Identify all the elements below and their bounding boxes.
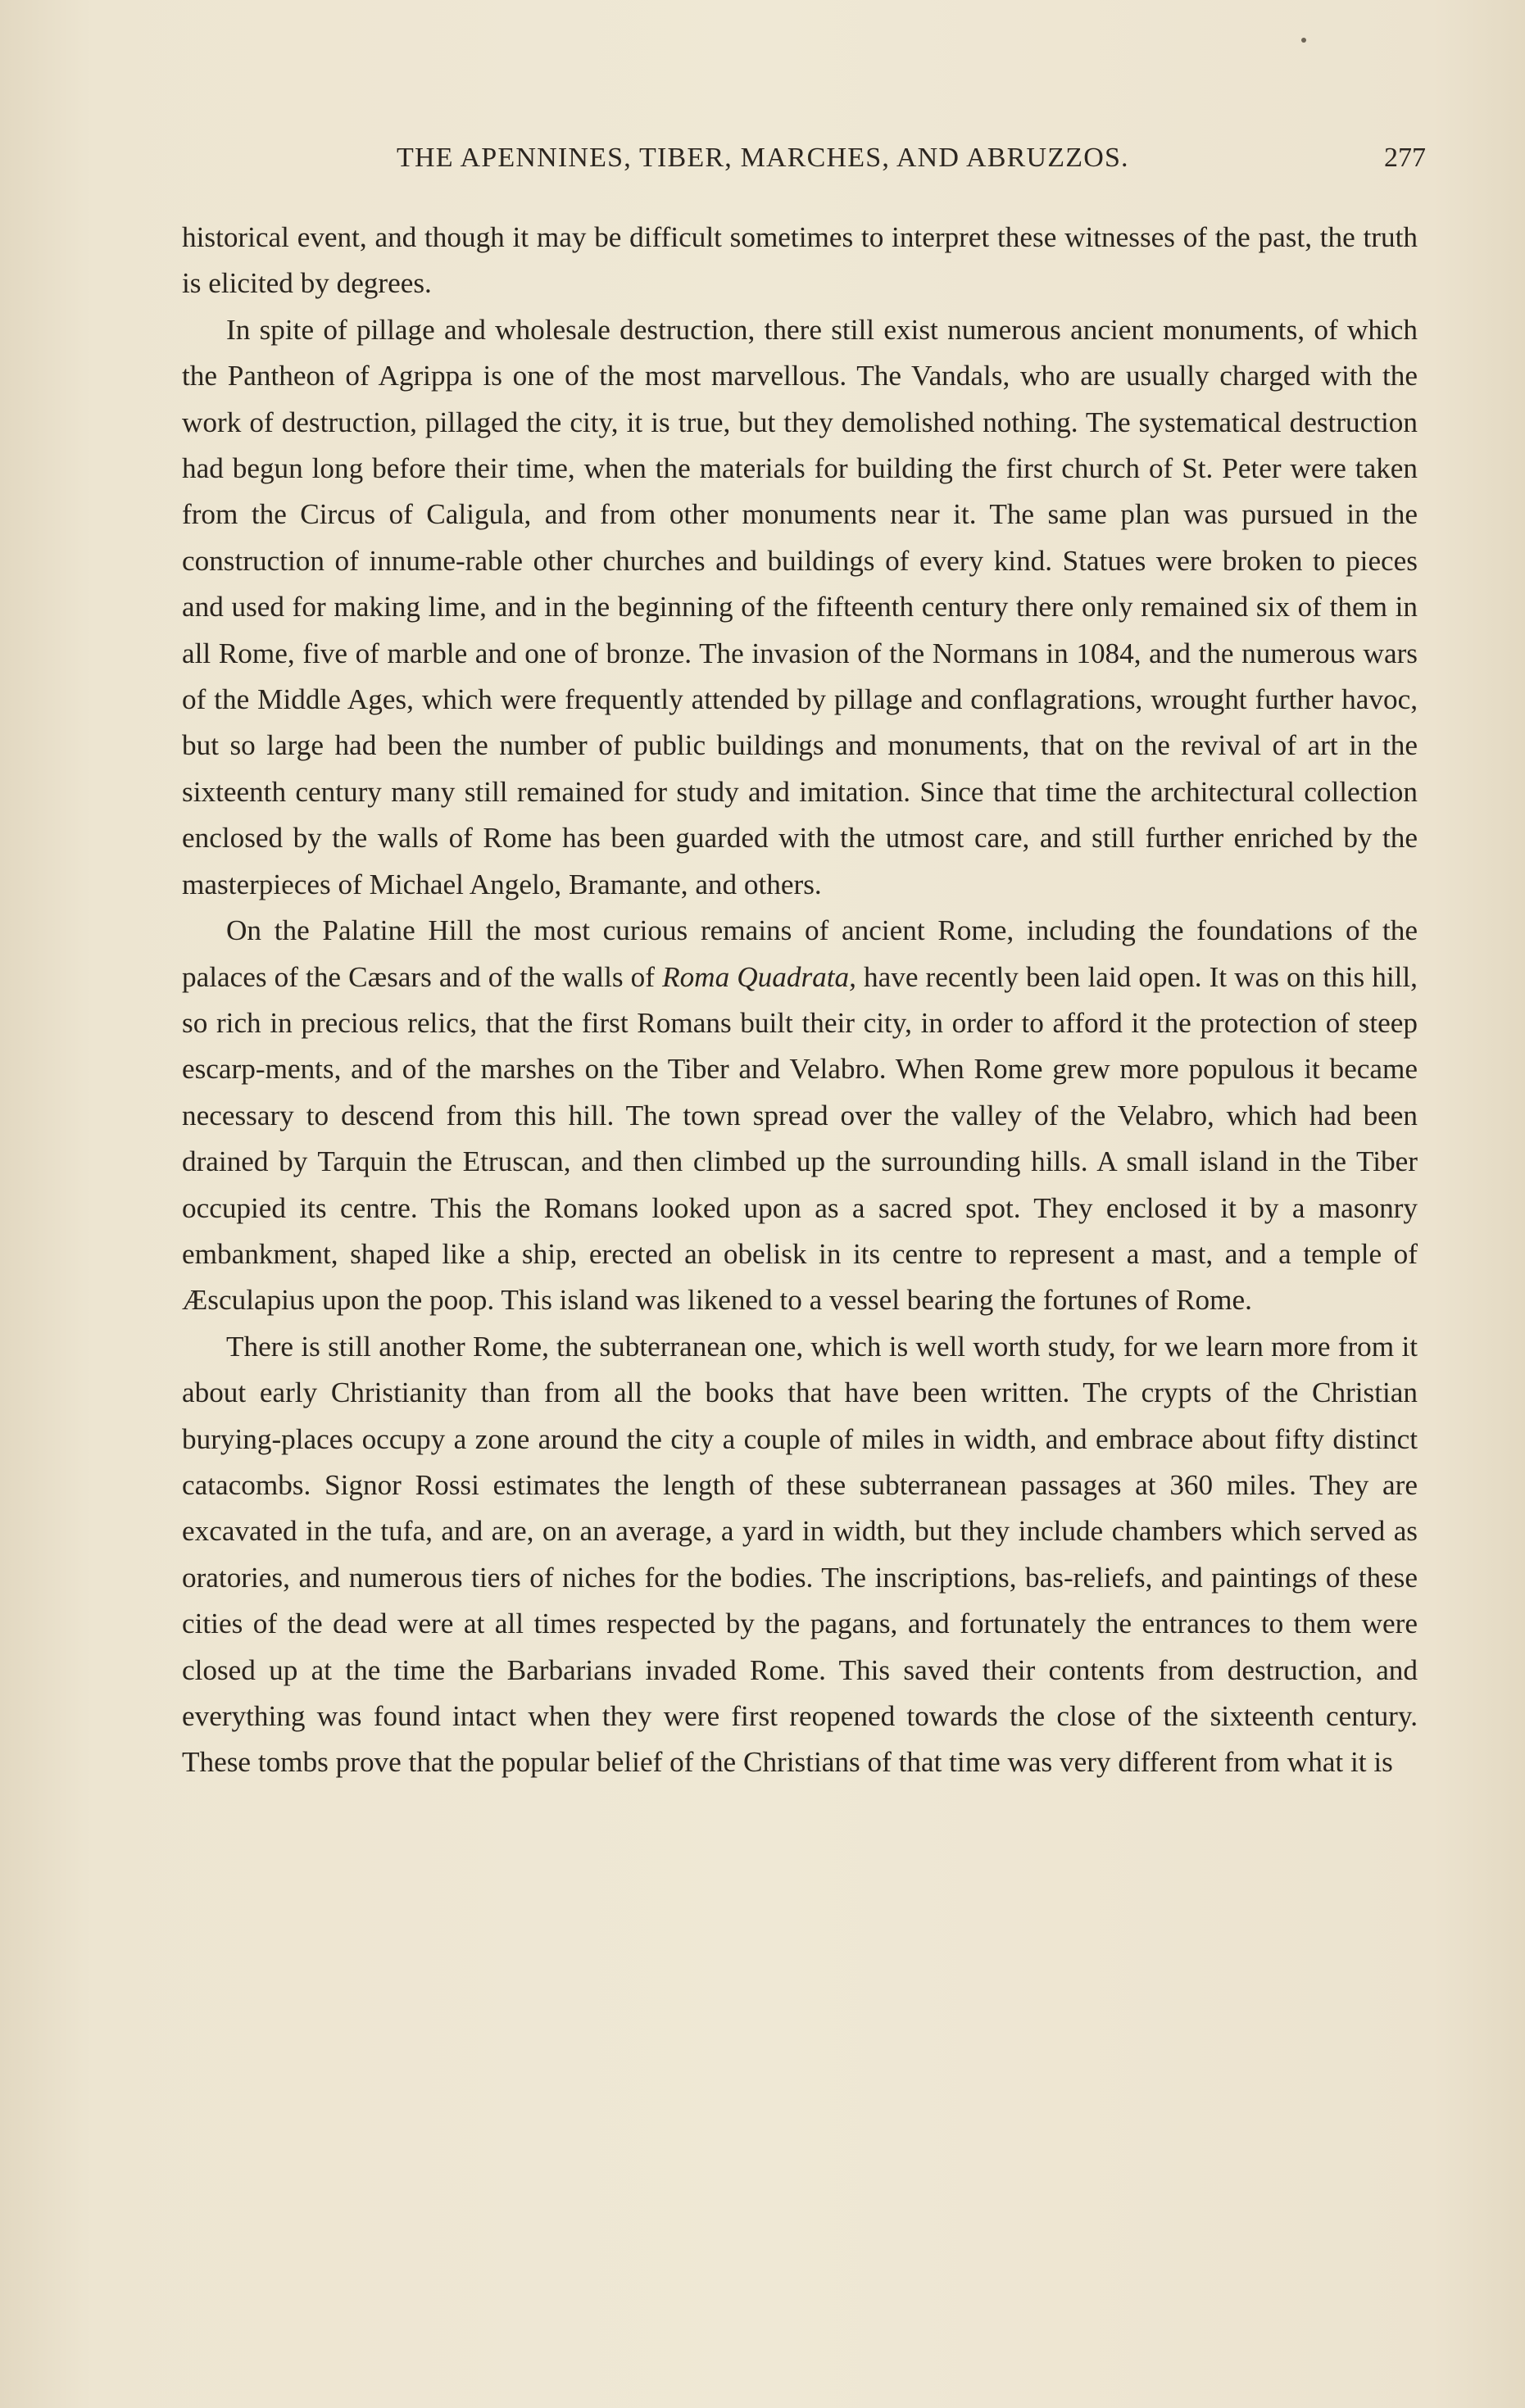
paragraph-2 bbox=[182, 307, 1418, 908]
paragraph-4 bbox=[182, 1324, 1418, 1786]
paragraph-1-text: historical event, and though it may be difficult sometimes to interpret these witnesses of the past, the truth is elicited by degrees. bbox=[182, 221, 1418, 300]
paragraph-2-text: In spite of pillage and wholesale destruction, there still exist numerous ancient monuments, of which the Pantheon of Agrippa is one of the most marvellous. The Vandals, who are usually charged with the work of destruction, pillaged the city, it is true, but they demolished nothing. The systematical destruction had begun long before their time, when the materials for building the first church of St. Peter were taken from the Circus of Caligula, and from other monuments near it. The same plan was pursued in the construction of innume-rable other churches and buildings of every kind. Statues were broken to pieces and used for making lime, and in the beginning of the fifteenth century there only remained six of them in all Rome, five of marble and one of bronze. The invasion of the Normans in 1084, and the numerous wars of the Middle Ages, which were frequently attended by pillage and conflagrations, wrought further havoc, but so large had been the number of public buildings and monuments, that on the revival of art in the sixteenth century many still remained for study and imitation. Since that time the architectural collection enclosed by the walls of Rome has been guarded with the utmost care, and still further enriched by the masterpieces of Michael Angelo, Bramante, and others. bbox=[182, 313, 1418, 900]
paragraph-3 bbox=[182, 908, 1418, 1324]
paragraph-3-text-start: On the Palatine Hill the most curious remains of ancient Rome, including the foundations of the palaces of the Cæsars and of the walls of bbox=[182, 914, 1418, 993]
page-number: 277 bbox=[1384, 143, 1426, 173]
paragraph-4-text: There is still another Rome, the subterranean one, which is well worth study, for we learn more from it about early Christianity than from all the books that have been written. The crypts of the Christian burying-places occupy a zone around the city a couple of miles in width, and embrace about fifty distinct catacombs. Signor Rossi estimates the length of these subterranean passages at 360 miles. They are excavated in the tufa, and are, on an average, a yard in width, but they include chambers which served as oratories, and numerous tiers of niches for the bodies. The inscriptions, bas-reliefs, and paintings of these cities of the dead were at all times respected by the pagans, and fortunately the entrances to them were closed up at the time the Barbarians invaded Rome. This saved their contents from destruction, and everything was found intact when they were first reopened towards the close of the sixteenth century. These tombs prove that the popular belief of the Christians of that time was very different from what it is bbox=[182, 1330, 1418, 1779]
body-text bbox=[182, 215, 1418, 1786]
page-header bbox=[182, 138, 1426, 187]
running-head: THE APENNINES, TIBER, MARCHES, AND ABRUZZOS. bbox=[397, 143, 1129, 173]
paper-speck bbox=[1301, 38, 1306, 43]
paragraph-3-text-end: have recently been laid open. It was on this hill, so rich in precious relics, that the first Romans built their city, in order to afford it the protection of steep escarp-ments, and of the marshes on the Tiber and Velabro. When Rome grew more populous it became necessary to descend from this hill. The town spread over the valley of the Velabro, which had been drained by Tarquin the Etruscan, and then climbed up the surrounding hills. A small island in the Tiber occupied its centre. This the Romans looked upon as a sacred spot. They enclosed it by a masonry embankment, shaped like a ship, erected an obelisk in its centre to represent a mast, and a temple of Æsculapius upon the poop. This island was likened to a vessel bearing the fortunes of Rome. bbox=[182, 960, 1418, 1317]
paragraph-1 bbox=[182, 215, 1418, 307]
paragraph-3-italic-term: Roma Quadrata, bbox=[662, 960, 856, 993]
